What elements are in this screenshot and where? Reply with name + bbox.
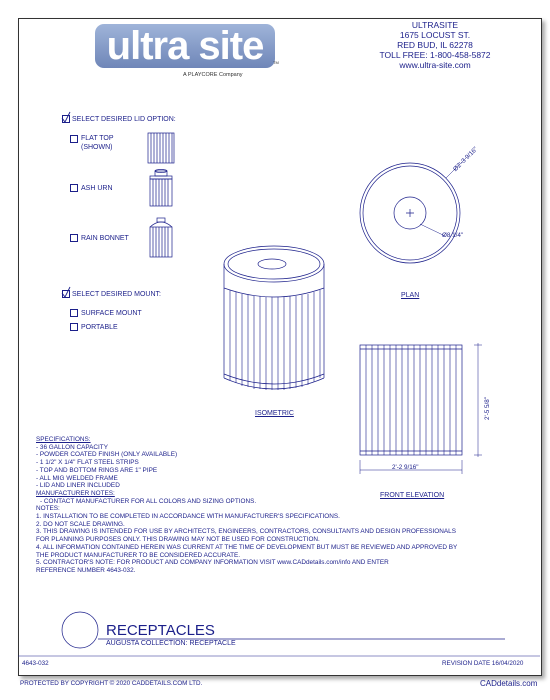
specs-heading: SPECIFICATIONS: bbox=[36, 436, 91, 443]
mount-option-heading: SELECT DESIRED MOUNT: bbox=[72, 291, 161, 298]
ash-urn-thumbnail-icon bbox=[150, 170, 172, 207]
width-dim: 2'-2 9/16" bbox=[392, 464, 419, 471]
note-item: 2. DO NOT SCALE DRAWING. bbox=[36, 520, 125, 528]
spec-item: - TOP AND BOTTOM RINGS ARE 1" PIPE bbox=[36, 466, 158, 474]
plan-view-drawing bbox=[360, 158, 466, 263]
company-name: ULTRASITE bbox=[411, 20, 459, 30]
spec-item: - ALL MIG WELDED FRAME bbox=[36, 474, 118, 482]
note-item: FOR PLANNING PURPOSES ONLY. THIS DRAWING MAY NOT BE USED FOR CONSTRUCTION. bbox=[36, 536, 320, 544]
rain-bonnet-label: RAIN BONNET bbox=[81, 235, 129, 242]
lid-check-icon bbox=[62, 112, 70, 122]
copyright: PROTECTED BY COPYRIGHT © 2020 CADDETAILS.COM LTD. bbox=[20, 680, 203, 687]
spec-item: - POWDER COATED FINISH (ONLY AVAILABLE) bbox=[36, 451, 178, 459]
drawing-subtitle: AUGUSTA COLLECTION: RECEPTACLE bbox=[106, 640, 236, 647]
company-address-1: 1675 LOCUST ST. bbox=[399, 30, 471, 40]
revision-date: REVISION DATE 16/04/2020 bbox=[442, 660, 524, 667]
flat-top-label: FLAT TOP bbox=[81, 135, 114, 142]
mount-check-icon bbox=[62, 287, 70, 297]
note-item: 5. CONTRACTOR'S NOTE: FOR PRODUCT AND COMPANY INFORMATION VISIT www.CADdetails.com/info AND ENTER bbox=[36, 559, 389, 567]
isometric-label: ISOMETRIC bbox=[255, 410, 294, 417]
height-dim: 2'-5 5/8" bbox=[484, 396, 491, 420]
note-item: THE PRODUCT MANUFACTURER TO BE CONSIDERED ACCURATE. bbox=[36, 551, 241, 559]
drawing-title: RECEPTACLES bbox=[106, 622, 215, 639]
rain-bonnet-thumbnail-icon bbox=[150, 218, 172, 257]
plan-label: PLAN bbox=[401, 292, 420, 299]
spec-item: - 36 GALLON CAPACITY bbox=[36, 443, 108, 451]
logo-tagline: A PLAYCORE Company bbox=[183, 72, 243, 78]
manufacturer-heading: MANUFACTURER NOTES: bbox=[36, 489, 115, 497]
caddetails-link[interactable]: CADdetails.com bbox=[480, 679, 538, 688]
notes-section bbox=[36, 436, 457, 575]
company-address-2: RED BUD, IL 62278 bbox=[397, 40, 473, 50]
note-item: REFERENCE NUMBER 4643-032. bbox=[36, 566, 136, 574]
flat-top-thumbnail-icon bbox=[148, 133, 174, 163]
logo-wordmark: ultra site bbox=[95, 24, 275, 68]
note-item: 1. INSTALLATION TO BE COMPLETED IN ACCORDANCE WITH MANUFACTURER'S SPECIFICATIONS. bbox=[36, 513, 340, 521]
logo-tm: TM bbox=[273, 60, 279, 65]
company-phone: TOLL FREE: 1-800-458-5872 bbox=[379, 50, 491, 60]
surface-mount-label: SURFACE MOUNT bbox=[81, 310, 142, 317]
company-website: www.ultra-site.com bbox=[399, 60, 471, 70]
spec-item: - 1 1/2" X 1/4" FLAT STEEL STRIPS bbox=[36, 459, 139, 467]
outer-diameter-dim: Ø2'-3 9/16" bbox=[452, 145, 480, 173]
isometric-view-drawing bbox=[224, 246, 324, 390]
inner-diameter-dim: Ø8 1/4" bbox=[442, 232, 464, 239]
flat-top-note: (SHOWN) bbox=[81, 144, 113, 151]
manufacturer-item: - CONTACT MANUFACTURER FOR ALL COLORS AND SIZING OPTIONS. bbox=[40, 497, 257, 505]
portable-label: PORTABLE bbox=[81, 324, 118, 331]
notes-heading: NOTES: bbox=[36, 505, 60, 513]
note-item: 4. ALL INFORMATION CONTAINED HEREIN WAS CURRENT AT THE TIME OF DEVELOPMENT BUT MUST BE REVIEWED AND APPROVED BY bbox=[36, 543, 458, 551]
front-elevation-label: FRONT ELEVATION bbox=[380, 492, 445, 499]
title-circle bbox=[62, 612, 98, 648]
spec-item: - LID AND LINER INCLUDED bbox=[36, 482, 120, 490]
reference-number: 4643-032 bbox=[22, 660, 49, 667]
lid-option-heading: SELECT DESIRED LID OPTION: bbox=[72, 116, 176, 123]
note-item: 3. THIS DRAWING IS INTENDED FOR USE BY ARCHITECTS, ENGINEERS, CONTRACTORS, CONSULTANTS AND DESIGN PROFESSIONALS bbox=[36, 528, 456, 536]
ash-urn-label: ASH URN bbox=[81, 185, 113, 192]
